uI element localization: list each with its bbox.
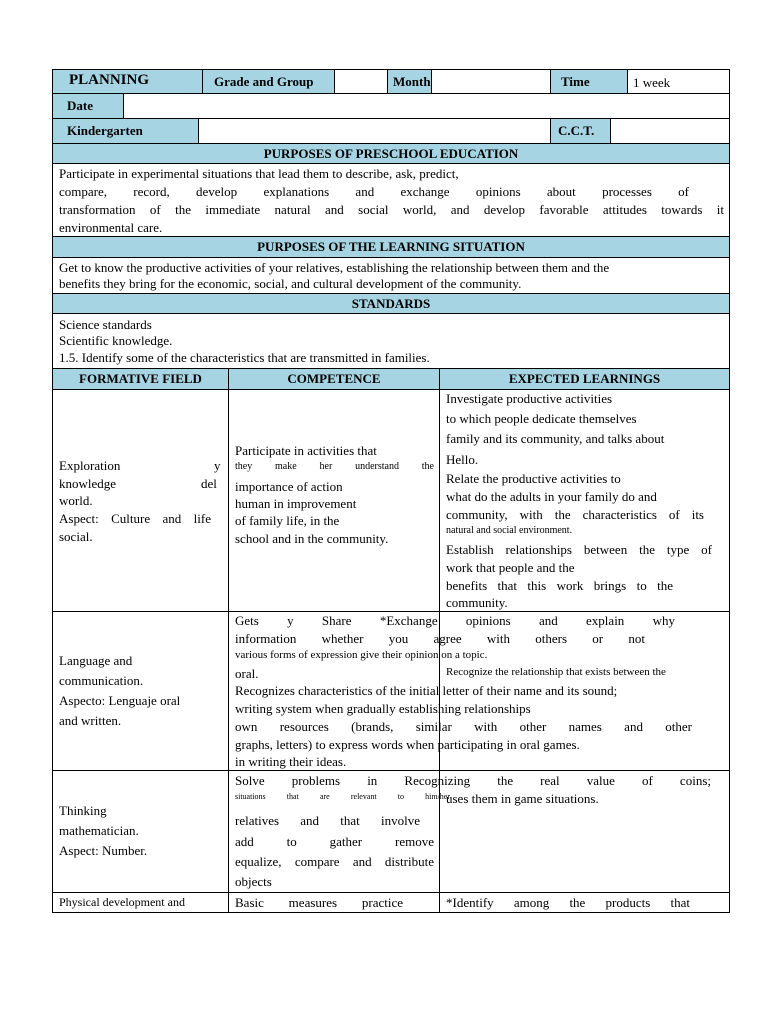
row2-line: Recognizes characteristics of the initial letter of their name and its sound;: [235, 683, 618, 698]
standards-line: Scientific knowledge.: [59, 333, 173, 348]
column-header-learnings: [439, 368, 730, 390]
standards-title: STANDARDS: [351, 295, 431, 311]
learning-situation-body: [52, 257, 730, 294]
row1-competence-cell: [228, 389, 440, 612]
preschool-line: environmental care.: [59, 220, 163, 235]
row4-field-cell: [52, 892, 229, 913]
row1-field-word: del: [201, 476, 217, 491]
row4-competence: Basic measures practice: [235, 895, 403, 910]
row1-competence-line: school and in the community.: [235, 531, 389, 546]
month-cell: [387, 69, 432, 94]
standards-body: [52, 313, 730, 369]
column-competence-label: COMPETENCE: [287, 371, 381, 386]
standards-title-cell: [52, 293, 730, 314]
row3-line: equalize, compare and distribute: [235, 854, 434, 869]
kindergarten-value[interactable]: [198, 118, 551, 144]
row2-field-line: Language and: [59, 653, 133, 668]
row2-field-cell: [52, 611, 229, 771]
time-label: Time: [561, 74, 590, 89]
row1-learning-line: Hello.: [446, 452, 479, 467]
kindergarten-cell: [52, 118, 199, 144]
row1-learning-line: work that people and the: [446, 560, 575, 575]
time-cell: [550, 69, 628, 94]
row4-learnings-cell: [439, 892, 730, 913]
row2-line: information whether you agree with others or not: [235, 631, 645, 646]
row2-line: in writing their ideas.: [235, 754, 347, 769]
cct-label: C.C.T.: [558, 123, 595, 138]
row1-learning-line: Relate the productive activities to: [446, 471, 621, 486]
preschool-title: PURPOSES OF PRESCHOOL EDUCATION: [263, 145, 519, 161]
row1-learning-line: what do the adults in your family do and: [446, 489, 657, 504]
learning-situation-title-cell: [52, 236, 730, 258]
row3-field-line: Thinking: [59, 803, 107, 818]
row2-line: writing system when gradually establishing relationships: [235, 701, 531, 716]
date-label: Date: [67, 98, 93, 113]
row4-competence-cell: [228, 892, 440, 913]
month-value[interactable]: [431, 69, 551, 94]
row2-line: own resources (brands, similar with other names and other: [235, 719, 692, 734]
row3-field-line: mathematician.: [59, 823, 139, 838]
row3-field-cell: [52, 770, 229, 893]
preschool-line: Participate in experimental situations that lead them to describe, ask, predict,: [59, 166, 459, 181]
row1-field-word: social.: [59, 529, 93, 544]
row3-line: uses them in game situations.: [446, 791, 599, 806]
row1-learning-line: benefits that this work brings to the: [446, 578, 673, 593]
row1-field-word: y: [214, 458, 221, 473]
row1-competence-line: importance of action: [235, 479, 343, 494]
row1-learning-line: Investigate productive activities: [446, 391, 613, 406]
row1-field-word: world.: [59, 493, 93, 508]
standards-line: 1.5. Identify some of the characteristics that are transmitted in families.: [59, 350, 430, 365]
row1-competence-line: of family life, in the: [235, 513, 340, 528]
grade-group-cell: [202, 69, 335, 94]
row3-line: objects: [235, 874, 272, 889]
row1-field-cell: [52, 389, 229, 612]
date-cell: [52, 93, 124, 119]
row1-learning-line: Establish relationships between the type of: [446, 542, 712, 557]
preschool-title-cell: [52, 143, 730, 164]
column-header-competence: [228, 368, 440, 390]
row1-field-word: knowledge: [59, 476, 117, 491]
standards-line: Science standards: [59, 317, 152, 332]
row2-line: Gets y Share *Exchange opinions and explain why: [235, 613, 675, 628]
row3-line: Solve problems in Recognizing the real value of coins;: [235, 773, 711, 788]
row2-line: graphs, letters) to express words when participating in oral games.: [235, 737, 580, 752]
planning-label: PLANNING: [69, 72, 150, 88]
row3-learnings-cell: [439, 770, 730, 893]
preschool-body: [52, 163, 730, 237]
row4-field: Physical development and: [59, 895, 185, 909]
row1-learning-line: to which people dedicate themselves: [446, 411, 637, 426]
row1-competence-line: Participate in activities that: [235, 443, 377, 458]
cct-cell: [550, 118, 611, 144]
row3-field-line: Aspect: Number.: [59, 843, 148, 858]
row2-field-line: Aspecto: Lenguaje oral: [59, 693, 181, 708]
time-value-cell[interactable]: [627, 69, 730, 94]
row1-field-word: Aspect: Culture and life: [59, 511, 211, 526]
grade-group-label: Grade and Group: [214, 74, 314, 89]
row1-learning-line: natural and social environment.: [446, 525, 573, 536]
column-header-field: [52, 368, 229, 390]
row3-line: situations that are relevant to him/her: [235, 792, 450, 801]
learning-situation-line: Get to know the productive activities of your relatives, establishing the relationship between them and the: [59, 260, 610, 275]
month-label: Month: [393, 74, 431, 89]
row1-field-word: Exploration: [59, 458, 121, 473]
row2-line: oral.: [235, 666, 259, 681]
date-value[interactable]: [123, 93, 730, 119]
learning-situation-title: PURPOSES OF THE LEARNING SITUATION: [257, 239, 525, 254]
learning-situation-line: benefits they bring for the economic, social, and cultural development of the community.: [59, 276, 522, 291]
row2-field-line: and written.: [59, 713, 122, 728]
row1-learnings-cell: [439, 389, 730, 612]
kindergarten-label: Kindergarten: [67, 123, 143, 138]
row1-competence-line: human in improvement: [235, 496, 357, 511]
row2-field-line: communication.: [59, 673, 144, 688]
planning-cell: [52, 69, 203, 94]
row1-learning-line: family and its community, and talks about: [446, 431, 665, 446]
row4-learnings: *Identify among the products that: [446, 895, 690, 910]
row3-line: add to gather remove: [235, 834, 434, 849]
grade-group-value[interactable]: [334, 69, 388, 94]
preschool-line: compare, record, develop explanations and exchange opinions about processes of: [59, 184, 689, 199]
time-value: 1 week: [633, 75, 671, 90]
preschool-line: transformation of the immediate natural and social world, and develop favorable attitudes towards it: [59, 202, 724, 217]
row3-line: relatives and that involve: [235, 813, 420, 828]
row2-line: various forms of expression give their opinion on a topic.: [235, 649, 488, 661]
row1-learning-line: community, with the characteristics of its: [446, 507, 704, 522]
row1-competence-line: they make her understand the: [235, 461, 434, 472]
row2-line: Recognize the relationship that exists between the: [446, 666, 666, 678]
column-learnings-label: EXPECTED LEARNINGS: [508, 371, 661, 386]
cct-value[interactable]: [610, 118, 730, 144]
row1-learning-line: community.: [446, 595, 508, 610]
column-field-label: FORMATIVE FIELD: [79, 371, 202, 386]
